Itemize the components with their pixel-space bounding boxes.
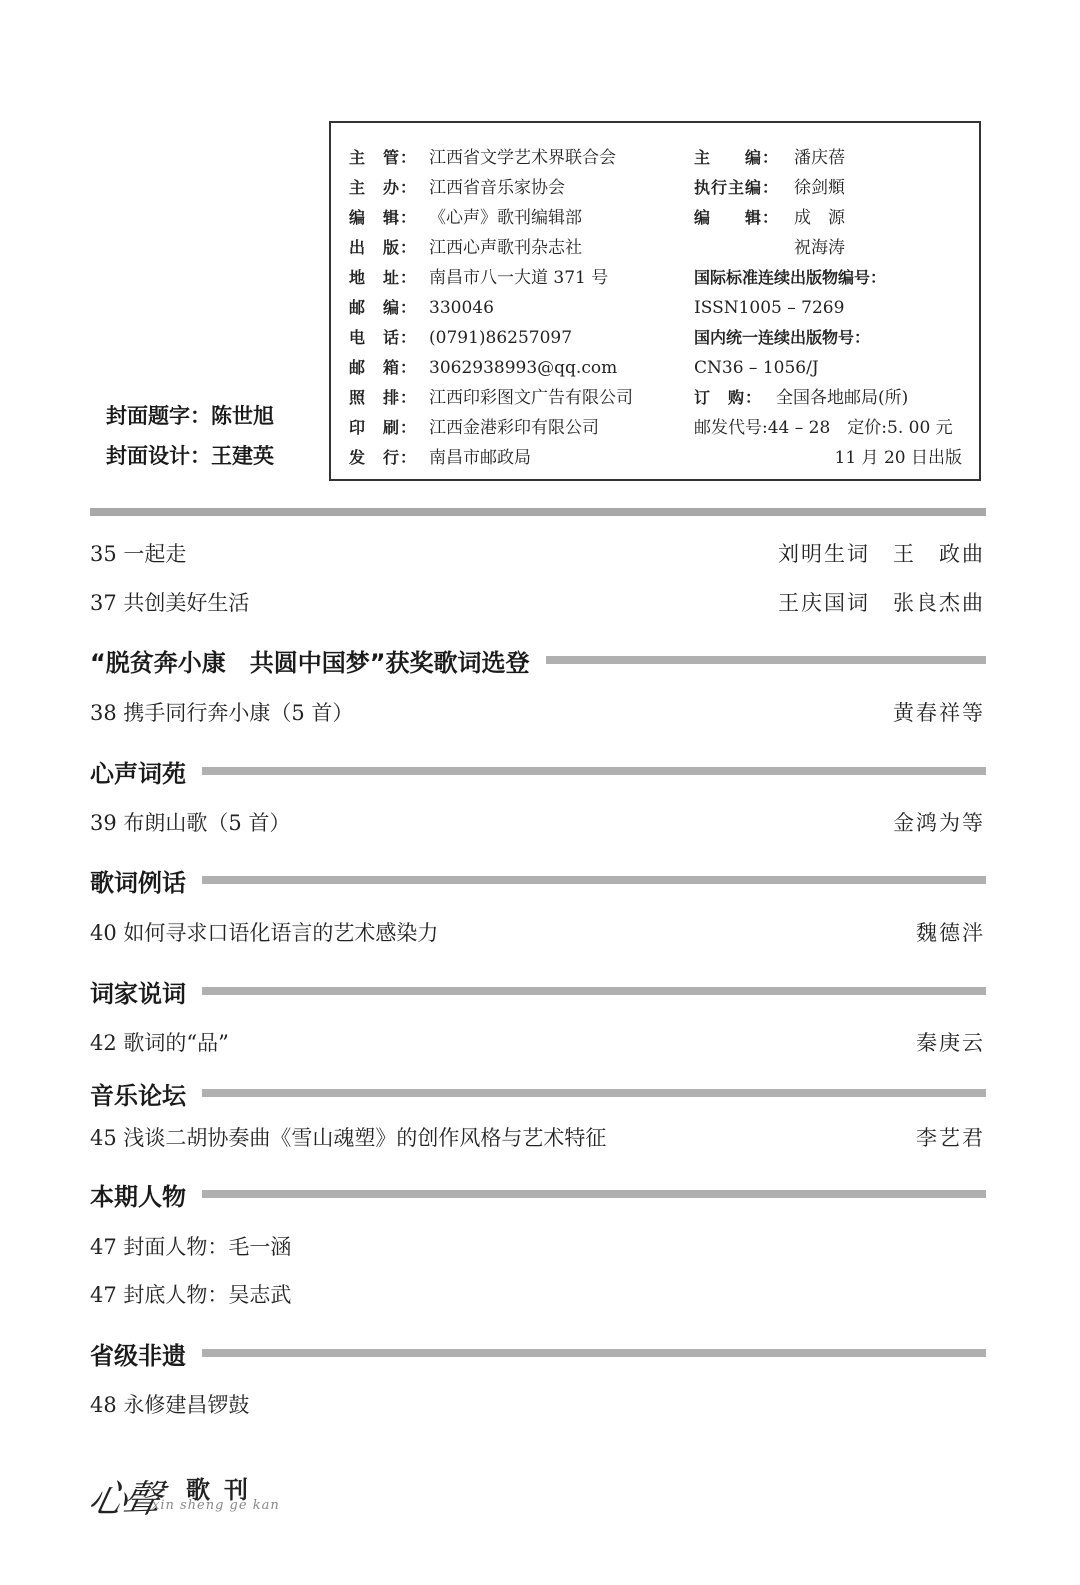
- masthead-label: 地 址：: [349, 268, 418, 287]
- section-rule: [202, 1089, 986, 1097]
- order-label: 订 购：: [694, 388, 763, 407]
- masthead-value: (0791)86257097: [429, 328, 573, 348]
- editors-label: 编 辑：: [694, 208, 780, 227]
- cn-value: CN36 – 1056/J: [694, 358, 819, 378]
- section-header: [90, 1075, 986, 1111]
- chief-editor-label: 主 编：: [694, 148, 780, 167]
- section-rule: [202, 876, 986, 884]
- masthead-value: 330046: [429, 298, 494, 318]
- pub-date-row: [694, 443, 974, 473]
- cn-label: 国内统一连续出版物号：: [694, 328, 871, 347]
- issn-label: 国际标准连续出版物编号：: [694, 268, 887, 287]
- toc-entry[interactable]: [90, 697, 985, 729]
- masthead-label: 照 排：: [349, 388, 418, 407]
- postal-price: 邮发代号:44 – 28 定价:5. 00 元: [694, 418, 953, 438]
- section-rule: [202, 767, 986, 775]
- toc-entry[interactable]: [90, 917, 985, 949]
- masthead-label: 主 管：: [349, 148, 418, 167]
- section-title: 省级非遗: [90, 1341, 186, 1370]
- toc-entry[interactable]: [90, 1027, 985, 1059]
- toc-entry-title: 40 如何寻求口语化语言的艺术感染力: [90, 921, 439, 945]
- section-title: 歌词例话: [90, 868, 186, 897]
- masthead-value: 《心声》歌刊编辑部: [429, 208, 582, 228]
- toc-entry-author: 李艺君: [916, 1126, 985, 1150]
- toc-entry[interactable]: [90, 1389, 985, 1421]
- masthead-row: [349, 353, 689, 383]
- masthead-label: 邮 箱：: [349, 358, 418, 377]
- masthead-value: 南昌市邮政局: [429, 448, 531, 468]
- section-title: “脱贫奔小康 共圆中国梦”获奖歌词选登: [90, 648, 530, 677]
- masthead-row: [349, 443, 689, 473]
- section-rule: [546, 656, 986, 664]
- section-header: [90, 642, 986, 678]
- magazine-logo: [84, 1468, 320, 1528]
- pub-date: 11 月 20 日出版: [834, 448, 962, 468]
- masthead-box: [329, 121, 981, 481]
- section-header: [90, 753, 986, 789]
- masthead-value: 江西省音乐家协会: [429, 178, 565, 198]
- masthead-label: 邮 编：: [349, 298, 418, 317]
- masthead-value: 江西心声歌刊杂志社: [429, 238, 582, 258]
- toc-entry-author: 金鸿为等: [893, 811, 985, 835]
- toc-entry[interactable]: [90, 1279, 985, 1311]
- order-row: [694, 383, 974, 413]
- editor-2: 祝海涛: [794, 238, 845, 258]
- section-title: 心声词苑: [90, 759, 186, 788]
- issn-row: [694, 293, 974, 323]
- order-value: 全国各地邮局(所): [776, 388, 909, 408]
- masthead-row: [349, 143, 689, 173]
- issn-label-row: [694, 263, 974, 293]
- toc-entry-title: 45 浅谈二胡协奏曲《雪山魂塑》的创作风格与艺术特征: [90, 1126, 607, 1150]
- toc-entry[interactable]: [90, 1122, 985, 1154]
- masthead-label: 主 办：: [349, 178, 418, 197]
- editor-2-row: [694, 233, 974, 263]
- section-header: [90, 973, 986, 1009]
- toc-entry-title: 42 歌词的“品”: [90, 1031, 229, 1055]
- masthead-value: 江西印彩图文广告有限公司: [429, 388, 633, 408]
- section-header: [90, 1335, 986, 1371]
- editor-1: 成 源: [794, 208, 845, 228]
- issn-value: ISSN1005 – 7269: [694, 298, 845, 318]
- toc-entry-author: 王庆国词 张良杰曲: [778, 591, 985, 615]
- toc-entry-title: 47 封面人物：毛一涵: [90, 1235, 292, 1259]
- masthead-row: [349, 413, 689, 443]
- masthead-label: 电 话：: [349, 328, 418, 347]
- logo-pinyin: xin sheng ge kan: [152, 1498, 280, 1513]
- toc-entry-title: 38 携手同行奔小康（5 首）: [90, 701, 354, 725]
- toc-entry-title: 39 布朗山歌（5 首）: [90, 811, 291, 835]
- masthead-row: [349, 383, 689, 413]
- section-rule: [202, 1349, 986, 1357]
- toc-entry-title: 48 永修建昌锣鼓: [90, 1393, 250, 1417]
- masthead-left-column: [349, 143, 689, 473]
- editors-row: [694, 203, 974, 233]
- exec-editor-label: 执行主编：: [694, 178, 780, 197]
- logo-calligraphy: 心聲: [84, 1477, 162, 1521]
- section-header: [90, 1176, 986, 1212]
- masthead-value: 南昌市八一大道 371 号: [429, 268, 609, 288]
- masthead-right-column: [694, 143, 974, 473]
- toc-entry[interactable]: [90, 807, 985, 839]
- section-rule: [202, 987, 986, 995]
- toc-entry-author: 魏德泮: [916, 921, 985, 945]
- masthead-row: [349, 293, 689, 323]
- divider-rule: [90, 508, 986, 516]
- masthead-label: 出 版：: [349, 238, 418, 257]
- masthead-label: 发 行：: [349, 448, 418, 467]
- masthead-row: [349, 203, 689, 233]
- masthead-row: [349, 233, 689, 263]
- masthead-label: 印 刷：: [349, 418, 418, 437]
- exec-editor-value: 徐剑頫: [794, 178, 845, 198]
- masthead-value: 江西省文学艺术界联合会: [429, 148, 616, 168]
- masthead-value: 3062938993@qq.com: [429, 358, 618, 378]
- toc-entry[interactable]: [90, 538, 985, 570]
- cn-label-row: [694, 323, 974, 353]
- toc-entry[interactable]: [90, 587, 985, 619]
- chief-editor-value: 潘庆蓓: [794, 148, 845, 168]
- masthead-row: [349, 173, 689, 203]
- section-title: 词家说词: [90, 979, 186, 1008]
- cover-design-credit: 封面设计：王建英: [106, 444, 274, 468]
- section-title: 本期人物: [90, 1182, 186, 1211]
- section-title: 音乐论坛: [90, 1081, 186, 1110]
- toc-entry-title: 37 共创美好生活: [90, 591, 250, 615]
- masthead-row: [349, 263, 689, 293]
- toc-entry-title: 35 一起走: [90, 542, 187, 566]
- section-header: [90, 862, 986, 898]
- masthead-value: 江西金港彩印有限公司: [429, 418, 599, 438]
- toc-entry[interactable]: [90, 1231, 985, 1263]
- exec-editor-row: [694, 173, 974, 203]
- section-rule: [202, 1190, 986, 1198]
- logo-text: 歌刊: [186, 1475, 262, 1504]
- cn-row: [694, 353, 974, 383]
- cover-calligraphy-credit: 封面题字：陈世旭: [106, 404, 274, 428]
- toc-entry-author: 刘明生词 王 政曲: [778, 542, 985, 566]
- toc-entry-author: 黄春祥等: [893, 701, 985, 725]
- toc-entry-title: 47 封底人物：吴志武: [90, 1283, 292, 1307]
- toc-entry-author: 秦庚云: [916, 1031, 985, 1055]
- chief-editor-row: [694, 143, 974, 173]
- postal-price-row: [694, 413, 974, 443]
- masthead-row: [349, 323, 689, 353]
- masthead-label: 编 辑：: [349, 208, 418, 227]
